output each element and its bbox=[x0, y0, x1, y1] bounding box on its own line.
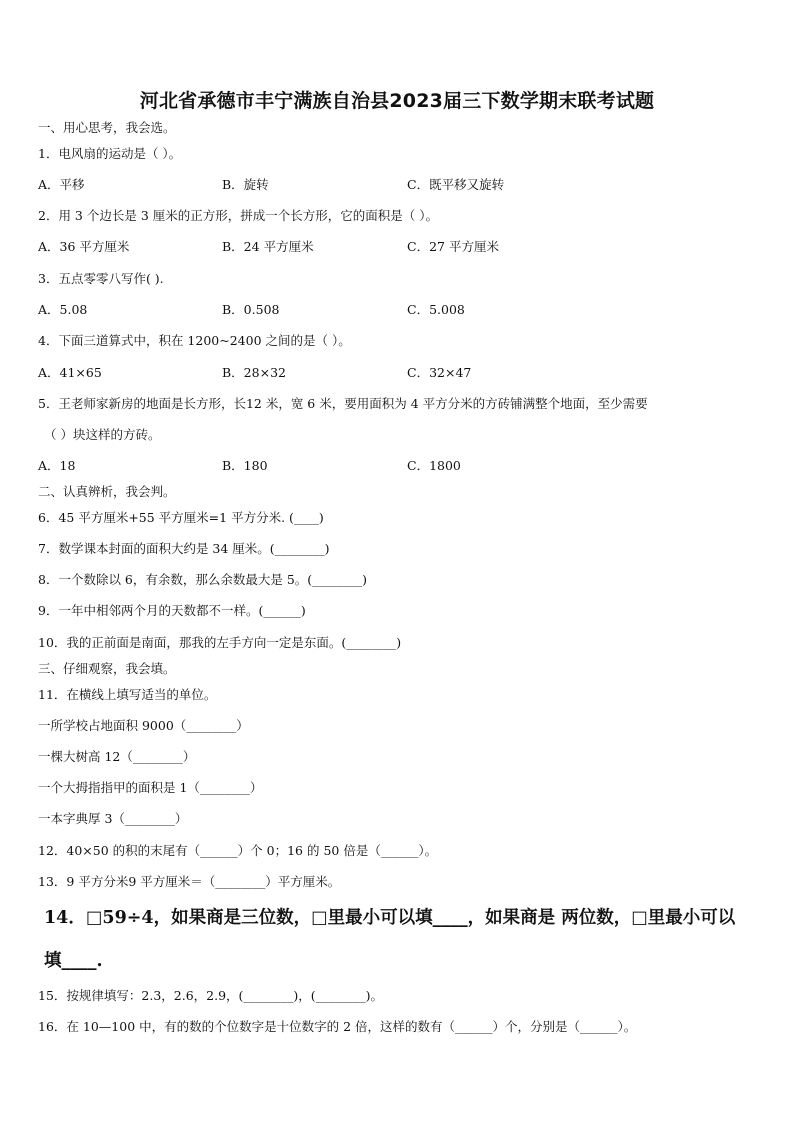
question-5-continued: （ ）块这样的方砖。 bbox=[44, 427, 161, 442]
question-4: 4．下面三道算式中，积在 1200~2400 之间的是（ ）。 bbox=[38, 333, 351, 348]
q1-option-b: B．旋转 bbox=[222, 177, 269, 192]
q3-option-a: A．5.08 bbox=[38, 302, 88, 317]
page-title: 河北省承德市丰宁满族自治县2023届三下数学期末联考试题 bbox=[139, 90, 655, 112]
question-15: 15．按规律填写：2.3，2.6，2.9，(________)，(________)。 bbox=[38, 988, 384, 1003]
question-14: 14．□59÷4，如果商是三位数，□里最小可以填____，如果商是 两位数，□里最小可以 bbox=[44, 908, 736, 928]
q4-option-b: B．28×32 bbox=[222, 365, 286, 380]
question-5: 5．王老师家新房的地面是长方形，长12 米，宽 6 米，要用面积为 4 平方分米的方砖铺满整个地面，至少需要 bbox=[38, 396, 648, 411]
q11-line-3: 一个大拇指指甲的面积是 1（________） bbox=[38, 780, 263, 795]
question-1: 1．电风扇的运动是（ ）。 bbox=[38, 146, 182, 161]
question-2: 2．用 3 个边长是 3 厘米的正方形，拼成一个长方形，它的面积是（ ）。 bbox=[38, 208, 438, 223]
q5-option-c: C．1800 bbox=[407, 458, 461, 473]
section-heading-choice: 一、用心思考，我会选。 bbox=[38, 120, 176, 135]
question-12: 12．40×50 的积的末尾有（______）个 0；16 的 50 倍是（______）。 bbox=[38, 843, 438, 858]
q5-option-b: B．180 bbox=[222, 458, 268, 473]
q5-option-a: A．18 bbox=[38, 458, 76, 473]
question-7: 7．数学课本封面的面积大约是 34 厘米。(________) bbox=[38, 541, 330, 556]
q4-option-c: C．32×47 bbox=[407, 365, 472, 380]
q11-line-1: 一所学校占地面积 9000（________） bbox=[38, 718, 249, 733]
q4-option-a: A．41×65 bbox=[38, 365, 102, 380]
question-11: 11．在横线上填写适当的单位。 bbox=[38, 687, 217, 702]
q1-option-a: A．平移 bbox=[38, 177, 85, 192]
q3-option-b: B．0.508 bbox=[222, 302, 280, 317]
question-16: 16．在 10—100 中，有的数的个位数字是十位数字的 2 倍，这样的数有（______）个，分别是（______）。 bbox=[38, 1019, 637, 1034]
q2-option-c: C．27 平方厘米 bbox=[407, 239, 499, 254]
q2-option-a: A．36 平方厘米 bbox=[38, 239, 130, 254]
question-10: 10．我的正前面是南面，那我的左手方向一定是东面。(________) bbox=[38, 635, 402, 650]
question-6: 6．45 平方厘米+55 平方厘米=1 平方分米. (____) bbox=[38, 510, 324, 525]
q11-line-2: 一棵大树高 12（________） bbox=[38, 749, 196, 764]
section-heading-fill: 三、仔细观察，我会填。 bbox=[38, 661, 176, 676]
question-9: 9．一年中相邻两个月的天数都不一样。(______) bbox=[38, 603, 306, 618]
question-8: 8．一个数除以 6，有余数，那么余数最大是 5。(________) bbox=[38, 572, 368, 587]
q3-option-c: C．5.008 bbox=[407, 302, 465, 317]
q11-line-4: 一本字典厚 3（________） bbox=[38, 811, 188, 826]
q2-option-b: B．24 平方厘米 bbox=[222, 239, 314, 254]
question-3: 3．五点零零八写作( ). bbox=[38, 271, 164, 286]
section-heading-judge: 二、认真辨析，我会判。 bbox=[38, 484, 176, 499]
q1-option-c: C．既平移又旋转 bbox=[407, 177, 505, 192]
question-14-continued: 填____. bbox=[44, 951, 103, 971]
question-13: 13．9 平方分米9 平方厘米＝（________）平方厘米。 bbox=[38, 874, 341, 889]
